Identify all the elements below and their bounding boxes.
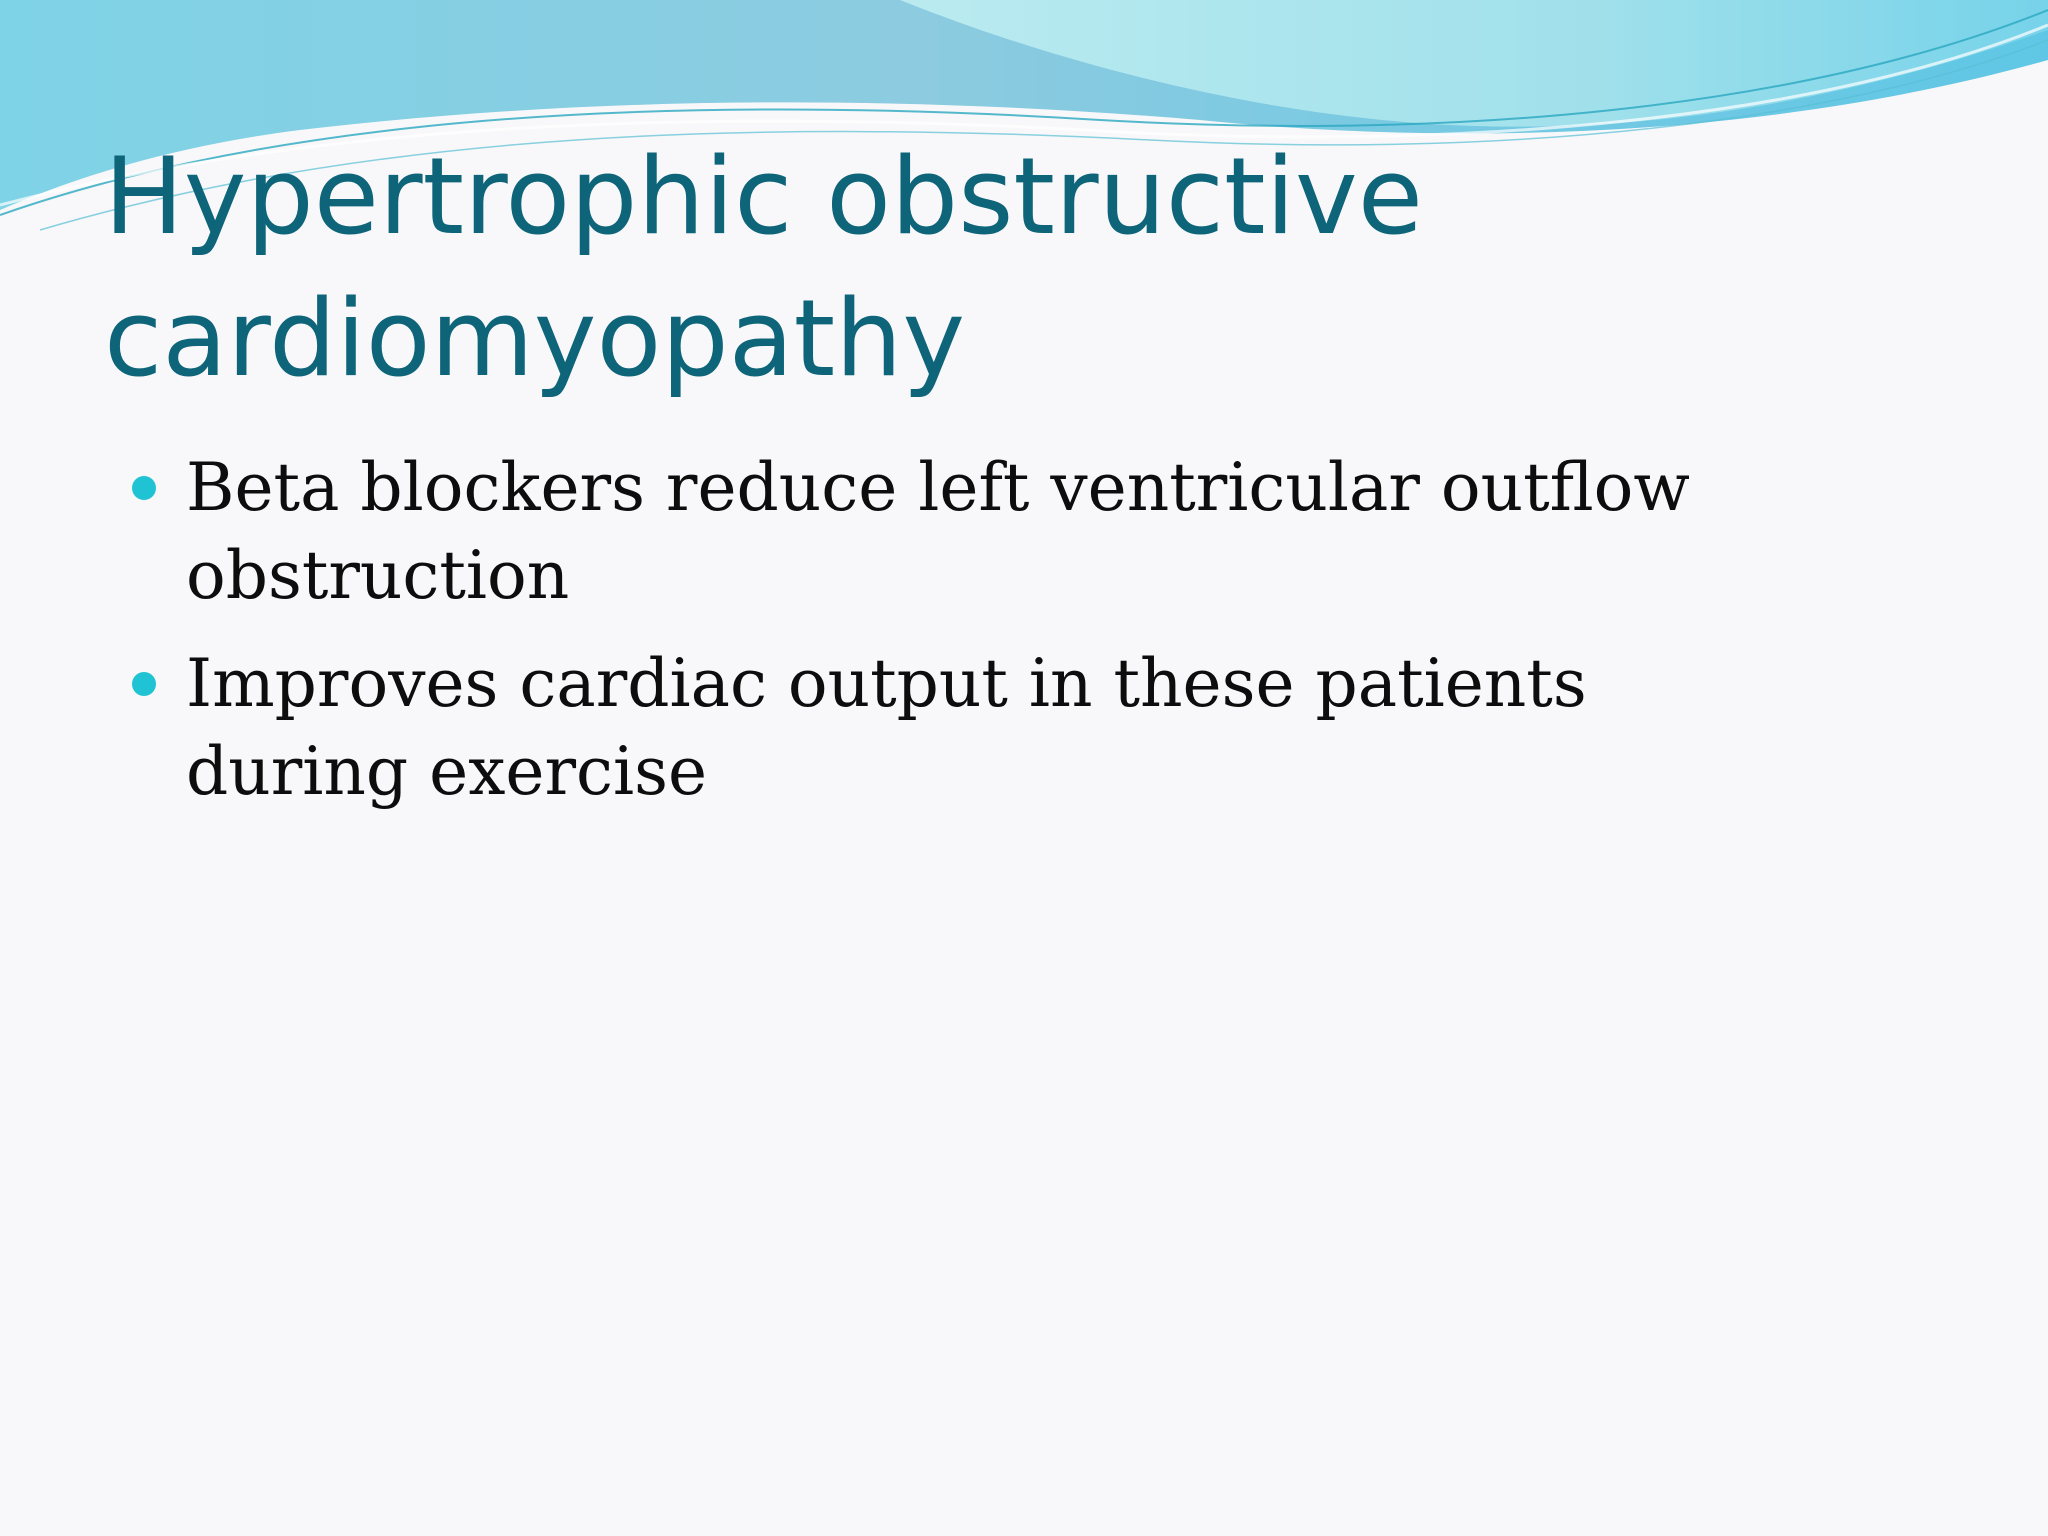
bullet-text-1: Beta blockers reduce left ventricular outflow obstruction <box>186 449 1690 614</box>
bullet-dot-icon <box>132 672 156 696</box>
bullet-list <box>132 444 1772 836</box>
slide-title: Hypertrophic obstructive cardiomyopathy <box>104 135 1423 400</box>
bullet-text-2: Improves cardiac output in these patients during exercise <box>186 645 1587 810</box>
bullet-item-2 <box>132 640 1772 816</box>
bullet-item-1 <box>132 444 1772 620</box>
bullet-dot-icon <box>132 476 156 500</box>
